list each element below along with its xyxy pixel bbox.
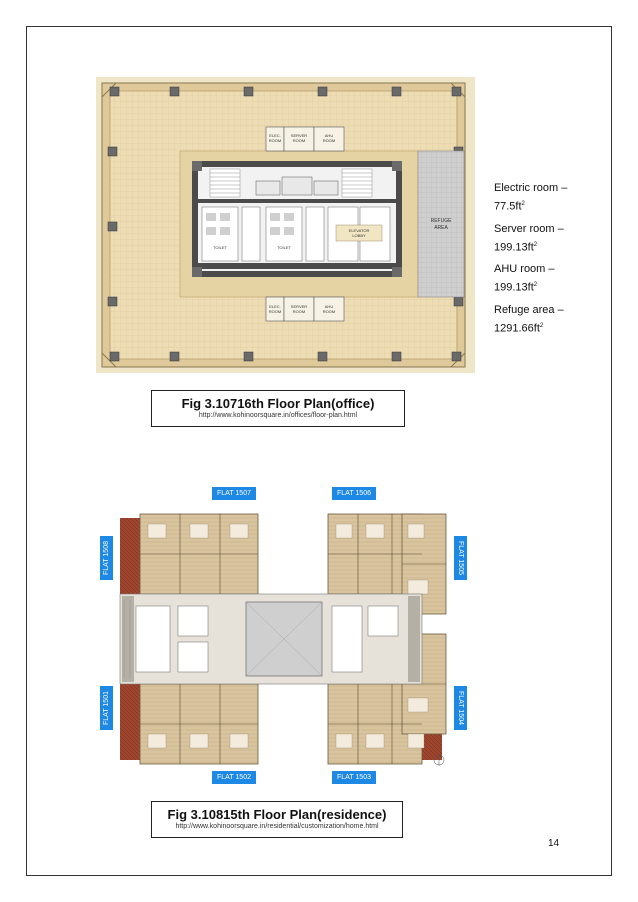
flat-1507-label: FLAT 1507 (212, 487, 256, 500)
flat-1504-label: FLAT 1504 (454, 686, 467, 730)
figure1-caption (151, 390, 405, 427)
svg-text:ELEVATOR: ELEVATOR (348, 228, 370, 233)
svg-text:ROOM: ROOM (268, 138, 282, 143)
room-areas-list (494, 180, 594, 343)
svg-text:AHU: AHU (324, 304, 334, 309)
svg-text:AREA: AREA (434, 225, 448, 231)
svg-text:LOBBY: LOBBY (352, 233, 366, 238)
svg-text:TOILET: TOILET (213, 245, 227, 250)
page-number: 14 (548, 838, 560, 849)
figure1-title: Fig 3.10716th Floor Plan(office) (181, 396, 375, 411)
svg-text:TOILET: TOILET (277, 245, 291, 250)
svg-text:ROOM: ROOM (322, 309, 336, 314)
svg-text:ROOM: ROOM (322, 138, 336, 143)
svg-text:ELEC.: ELEC. (269, 304, 281, 309)
electric-room-note: Electric room – $77.5ft^2$ (494, 182, 568, 213)
refuge-area-label: REFUGE (430, 218, 452, 224)
svg-text:ROOM: ROOM (292, 309, 306, 314)
office-floor-plan (96, 77, 475, 373)
flat-1503-label: FLAT 1503 (332, 771, 376, 784)
flat-1501-label: FLAT 1501 (100, 686, 113, 730)
figure2-source-link[interactable]: http://www.kohinoorsquare.in/residential/customization/home.html (175, 823, 379, 830)
server-room-note: Server room – $199.13ft^2$ (494, 222, 564, 254)
flat-1506-label: FLAT 1506 (332, 487, 376, 500)
svg-text:ELEC.: ELEC. (269, 133, 281, 138)
flat-1508-label: FLAT 1508 (100, 536, 113, 580)
flat-1502-label: FLAT 1502 (212, 771, 256, 784)
figure2-title: Fig 3.10815th Floor Plan(residence) (167, 807, 387, 822)
svg-text:AHU: AHU (324, 133, 334, 138)
svg-text:ROOM: ROOM (292, 138, 306, 143)
flat-1505-label: FLAT 1505 (454, 536, 467, 580)
svg-text:SERVER: SERVER (290, 304, 308, 309)
figure2-caption (151, 801, 403, 838)
svg-text:ROOM: ROOM (268, 309, 282, 314)
refuge-area-note: Refuge area – $1291.66ft^2$ (494, 303, 564, 335)
svg-text:SERVER: SERVER (290, 133, 308, 138)
figure1-source-link[interactable]: http://www.kohinoorsquare.in/offices/floor-plan.html (198, 412, 358, 419)
ahu-room-note: AHU room – $199.13ft^2$ (494, 263, 555, 294)
residence-floor-plan (96, 484, 476, 784)
